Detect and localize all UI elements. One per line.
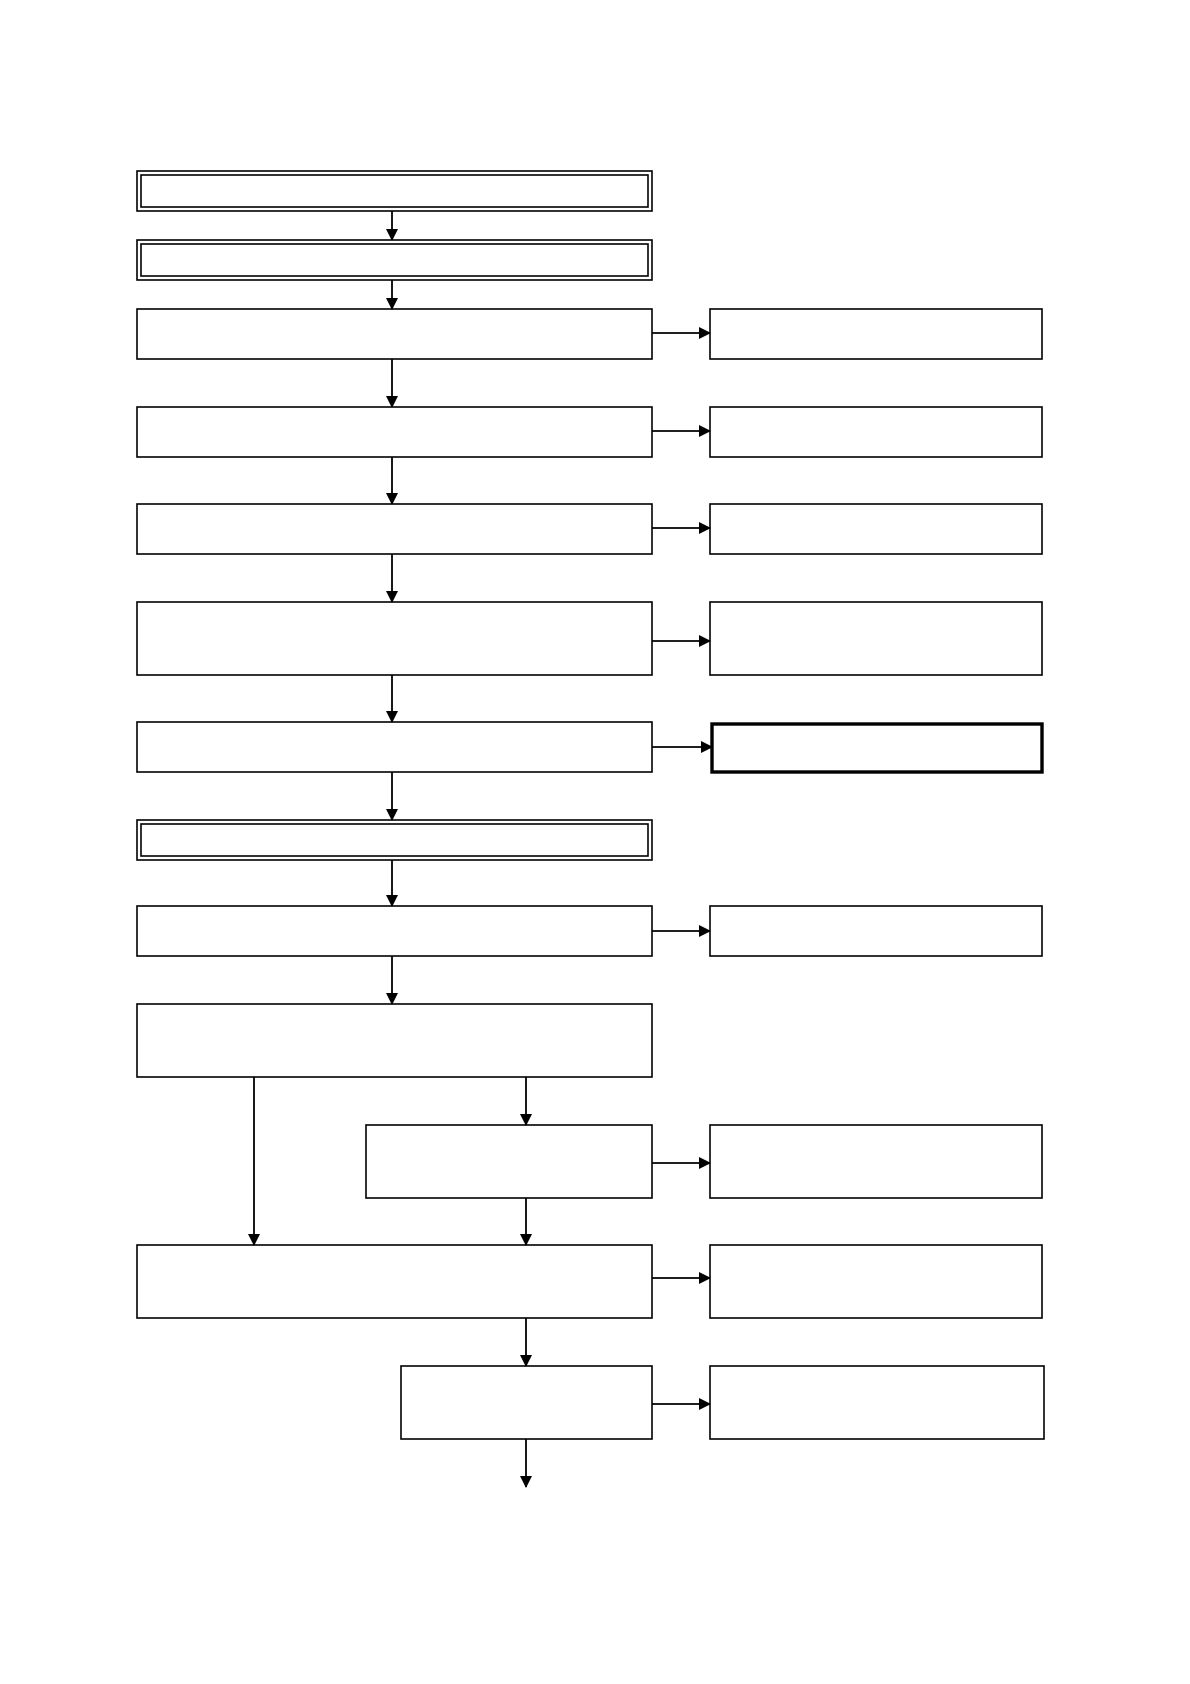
flow-box-5-side <box>710 504 1042 554</box>
flow-box-11-side <box>710 1125 1042 1198</box>
horizontal-connectors <box>652 333 712 1404</box>
flow-box-10 <box>137 1004 652 1077</box>
flow-box-3-side <box>710 309 1042 359</box>
flow-box-2 <box>137 240 652 280</box>
flow-box-3 <box>137 309 652 359</box>
flow-box-8 <box>137 820 652 860</box>
flow-box-9 <box>137 906 652 956</box>
flow-box-13 <box>401 1366 652 1439</box>
flow-box-4-side <box>710 407 1042 457</box>
flow-box-6 <box>137 602 652 675</box>
flow-box-5 <box>137 504 652 554</box>
flow-box-12-side <box>710 1245 1042 1318</box>
flow-box-11 <box>366 1125 652 1198</box>
flow-box-1 <box>137 171 652 211</box>
flow-box-4 <box>137 407 652 457</box>
flow-box-6-side <box>710 602 1042 675</box>
flow-box-12 <box>137 1245 652 1318</box>
flow-box-13-side <box>710 1366 1044 1439</box>
flow-box-7 <box>137 722 652 772</box>
flow-box-7-side <box>712 724 1042 772</box>
flow-box-9-side <box>710 906 1042 956</box>
